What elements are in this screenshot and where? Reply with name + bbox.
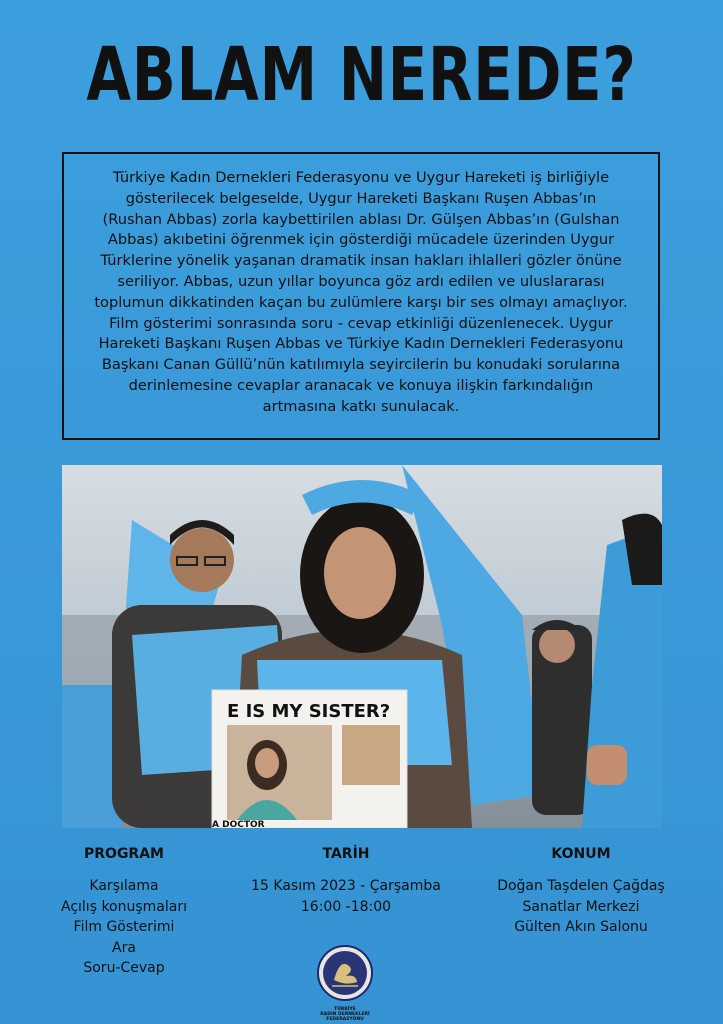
federation-logo	[312, 944, 378, 1022]
description-line: seriliyor. Abbas, uzun yıllar boyunca göz ardı edilen ve uluslararası	[117, 272, 605, 290]
description-line: Abbas) akıbetini öğrenmek için gösterdiği mücadele üzerinden Uygur	[107, 231, 615, 249]
woman-face	[324, 527, 396, 619]
logo-text-line: KADIN DERNEKLERİ	[320, 1012, 370, 1017]
description-line: Başkanı Canan Güllü’nün katılımıyla seyircilerin bu konudaki sorularına	[101, 356, 621, 374]
description-line: Film gösterimi sonrasında soru - cevap etkinliği düzenlenecek. Uygur	[109, 314, 613, 332]
description-line: artmasına katkı sunulacak.	[262, 397, 460, 415]
location-line: Gülten Akın Salonu	[514, 919, 648, 935]
logo-text	[312, 1007, 378, 1022]
poster-title: ABLAM NEREDE?	[86, 32, 637, 118]
description-line: derinlemesine cevaplar aranacak ve konuya ilişkin farkındalığın	[128, 376, 594, 394]
date-day: 15 Kasım 2023 - Çarşamba	[251, 878, 441, 894]
description-line: (Rushan Abbas) zorla kaybettirilen ablası Dr. Gülşen Abbas’ın (Gulshan	[102, 210, 620, 228]
federation-logo-icon	[316, 944, 374, 1002]
description-line: Türkiye Kadın Dernekleri Federasyonu ve Uygur Hareketi iş birliğiyle	[112, 169, 610, 186]
sign-text: E IS MY SISTER?	[227, 701, 391, 722]
location-line: Sanatlar Merkezi	[522, 898, 640, 915]
description-line: Türklerine yönelik yaşanan dramatik insan hakları ihlalleri gözler önüne	[100, 252, 622, 270]
date-heading: TARİH	[322, 846, 370, 862]
protest-photo	[62, 465, 662, 828]
program-heading: PROGRAM	[84, 846, 164, 862]
description-line: gösterilecek belgeselde, Uygur Hareketi Başkanı Ruşen Abbas’ın	[125, 189, 597, 207]
date-time: 16:00 -18:00	[300, 898, 392, 915]
program-item: Karşılama	[89, 878, 159, 894]
location-line: Doğan Taşdelen Çağdaş	[497, 878, 665, 894]
program-list	[34, 876, 214, 979]
program-item: Film Gösterimi	[73, 919, 175, 935]
sign-bottom-text: A DOCTOR	[212, 820, 265, 828]
description-line: Hareketi Başkanı Ruşen Abbas ve Türkiye Kadın Dernekleri Federasyonu	[98, 335, 624, 353]
location-heading: KONUM	[551, 846, 611, 862]
protest-photo-illustration	[62, 465, 662, 828]
description-line: toplumun dikkatinden kaçan bu zulümlere karşı bir ses olmayı amaçlıyor.	[94, 293, 628, 311]
program-item: Soru-Cevap	[83, 960, 165, 976]
date-info	[236, 876, 456, 917]
location-info	[475, 876, 687, 938]
logo-text-line: TÜRKİYE	[334, 1007, 356, 1012]
program-item: Ara	[112, 939, 136, 956]
logo-text-line: FEDERASYONU	[326, 1017, 364, 1022]
description-box	[62, 152, 660, 440]
program-item: Açılış konuşmaları	[61, 898, 187, 915]
